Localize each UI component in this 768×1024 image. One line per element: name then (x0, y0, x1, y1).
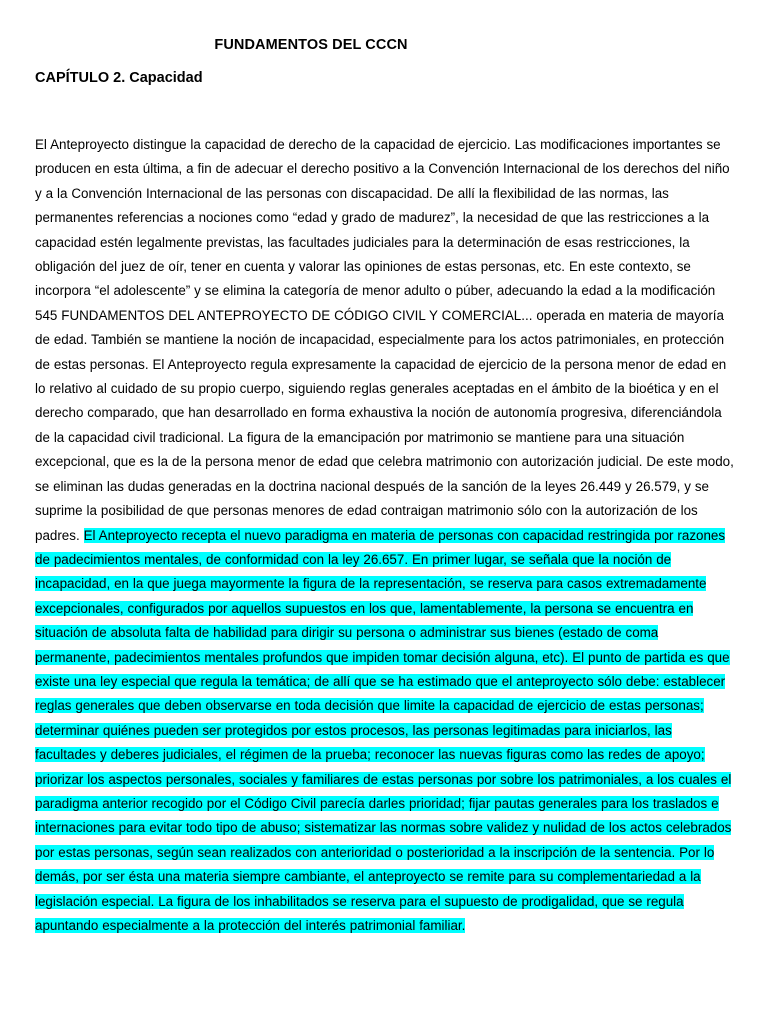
document-title: FUNDAMENTOS DEL CCCN (214, 37, 408, 53)
body-paragraph (35, 133, 734, 938)
paragraph-plain-text: El Anteproyecto distingue la capacidad de derecho de la capacidad de ejercicio. Las modificaciones importantes se producen en esta última, a fin de adecuar el derecho positivo a la Convención Internacional de los derechos del niño y a la Convención Internacional de las personas con discapacidad. De allí la flexibilidad de las normas, las permanentes referencias a nociones como “edad y grado de madurez”, la necesidad de que las restricciones a la capacidad estén legalmente previstas, las facultades judiciales para la determinación de esas restricciones, la obligación del juez de oír, tener en cuenta y valorar las opiniones de estas personas, etc. En este contexto, se incorpora “el adolescente” y se elimina la categoría de menor adulto o púber, adecuando la edad a la modificación 545 FUNDAMENTOS DEL ANTEPROYECTO DE CÓDIGO CIVIL Y COMERCIAL... operada en materia de mayoría de edad. También se mantiene la noción de incapacidad, especialmente para los actos patrimoniales, en protección de estas personas. El Anteproyecto regula expresamente la capacidad de ejercicio de la persona menor de edad en lo relativo al cuidado de su propio cuerpo, siguiendo reglas generales aceptadas en el ámbito de la bioética y en el derecho comparado, que han desarrollado en forma exhaustiva la noción de autonomía progresiva, diferenciándola de la capacidad civil tradicional. La figura de la emancipación por matrimonio se mantiene para una situación excepcional, que es la de la persona menor de edad que celebra matrimonio con autorización judicial. De este modo, se eliminan las dudas generadas en la doctrina nacional después de la sanción de la leyes 26.449 y 26.579, y se suprime la posibilidad de que personas menores de edad contraigan matrimonio sólo con la autorización de los padres. (35, 137, 734, 543)
chapter-heading: CAPÍTULO 2. Capacidad (35, 70, 203, 86)
paragraph-highlighted-text: El Anteproyecto recepta el nuevo paradigma en materia de personas con capacidad restringida por razones de padecimientos mentales, de conformidad con la ley 26.657. En primer lugar, se señala que la noción de incapacidad, en la que juega mayormente la figura de la representación, se reserva para casos extremadamente excepcionales, configurados por aquellos supuestos en los que, lamentablemente, la persona se encuentra en situación de absoluta falta de habilidad para dirigir su persona o administrar sus bienes (estado de coma permanente, padecimientos mentales profundos que impiden tomar decisión alguna, etc). El punto de partida es que existe una ley especial que regula la temática; de allí que se ha estimado que el anteproyecto sólo debe: establecer reglas generales que deben observarse en toda decisión que limite la capacidad de ejercicio de estas personas; determinar quiénes pueden ser protegidos por estos procesos, las personas legitimadas para iniciarlos, las facultades y deberes judiciales, el régimen de la prueba; reconocer las nuevas figuras como las redes de apoyo; priorizar los aspectos personales, sociales y familiares de estas personas por sobre los patrimoniales, a los cuales el paradigma anterior recogido por el Código Civil parecía darles prioridad; fijar pautas generales para los traslados e internaciones para evitar todo tipo de abuso; sistematizar las normas sobre validez y nulidad de los actos celebrados por estas personas, según sean realizados con anterioridad o posterioridad a la inscripción de la sentencia. Por lo demás, por ser ésta una materia siempre cambiante, el anteproyecto se remite para su complementariedad a la legislación especial. La figura de los inhabilitados se reserva para el supuesto de prodigalidad, que se regula apuntando especialmente a la protección del interés patrimonial familiar. (35, 527, 732, 933)
